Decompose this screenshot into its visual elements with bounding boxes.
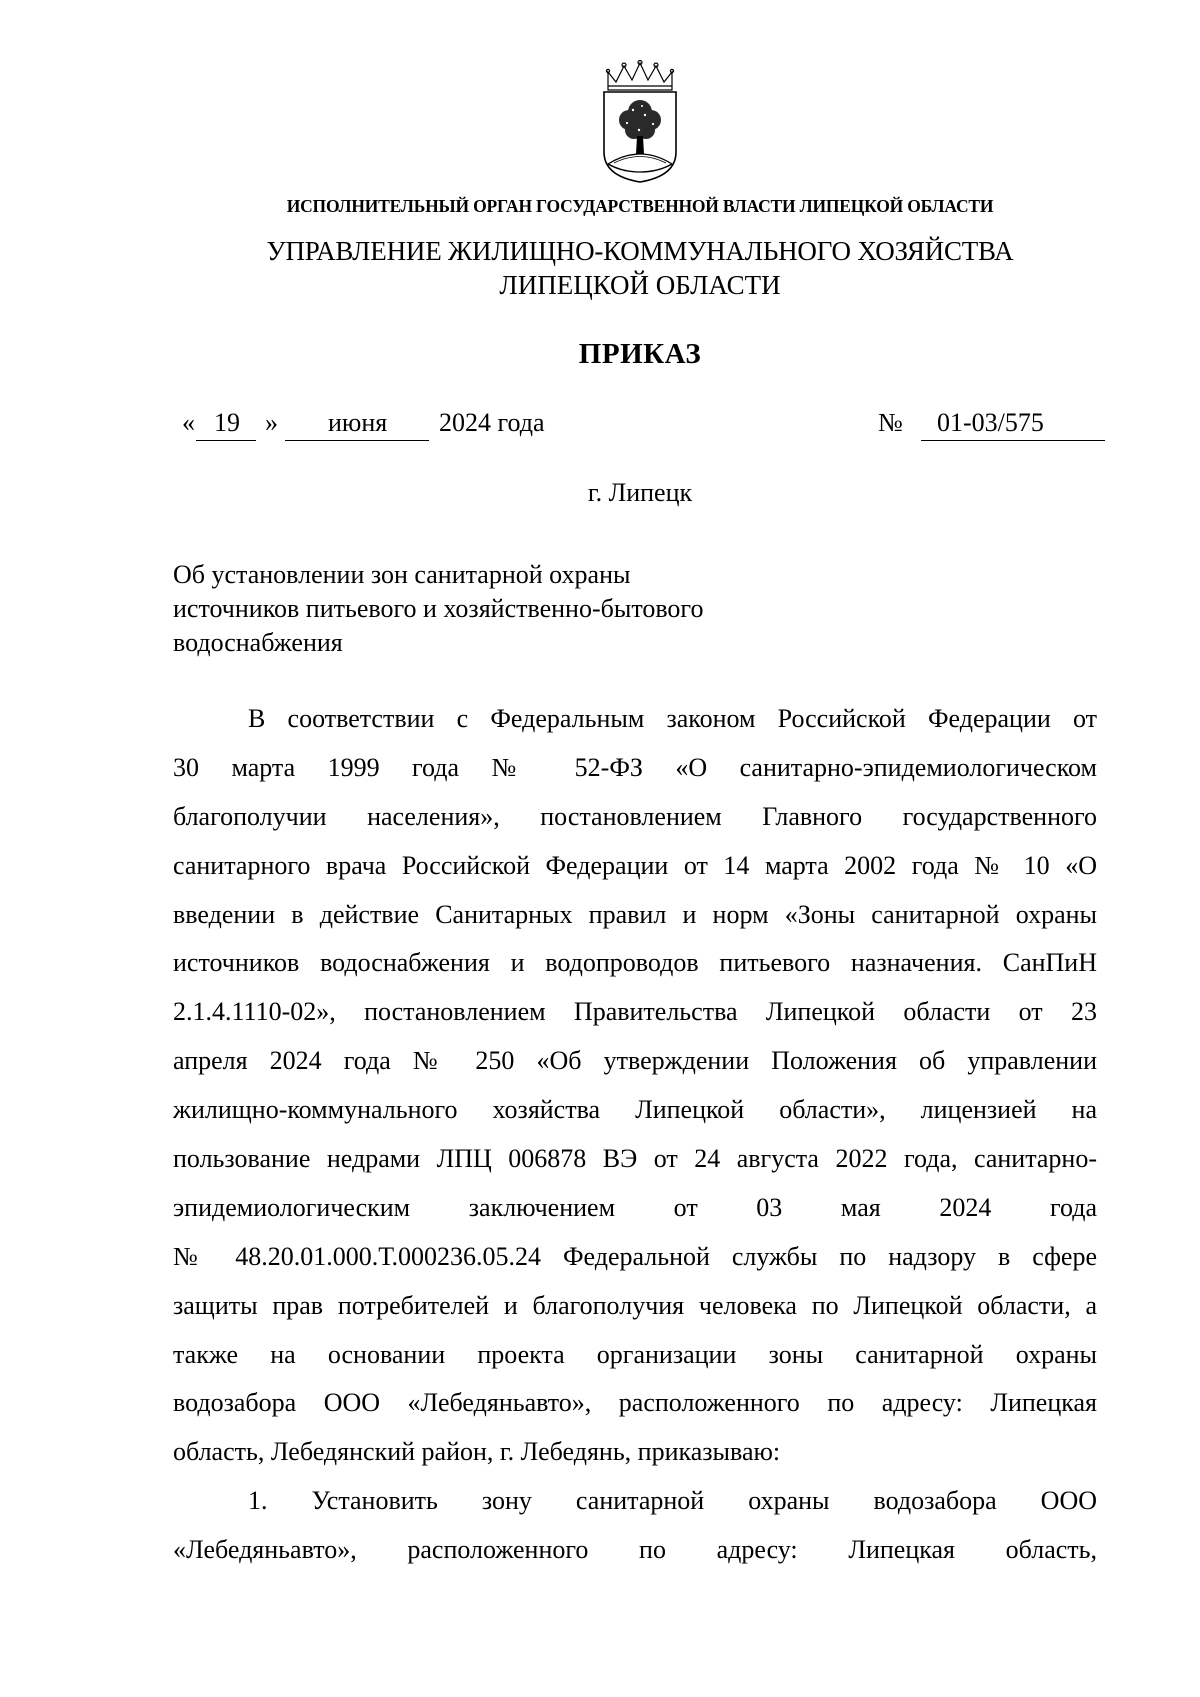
body-line: № 48.20.01.000.Т.000236.05.24 Федеральной службы по надзору в сфере (173, 1241, 1097, 1271)
body-line: также на основании проекта организации зоны санитарной охраны (173, 1339, 1097, 1369)
body-line: эпидемиологическим заключением от 03 мая 2024 года (173, 1192, 1097, 1222)
executive-body-title: ИСПОЛНИТЕЛЬНЫЙ ОРГАН ГОСУДАРСТВЕННОЙ ВЛАСТИ ЛИПЕЦКОЙ ОБЛАСТИ (286, 196, 994, 216)
body-line: В соответствии с Федеральным законом Российской Федерации от (248, 704, 1097, 733)
body-line: пользование недрами ЛПЦ 006878 ВЭ от 24 августа 2022 года, санитарно- (173, 1144, 1097, 1174)
subject-line: источников питьевого и хозяйственно-бытового (173, 594, 704, 623)
date-day: 19 (214, 408, 240, 437)
department-title-line-1: УПРАВЛЕНИЕ ЖИЛИЩНО-КОММУНАЛЬНОГО ХОЗЯЙСТВА (266, 236, 1014, 266)
subject-line: водоснабжения (173, 628, 343, 657)
body-line: введении в действие Санитарных правил и норм «Зоны санитарной охраны (173, 899, 1097, 929)
body-line: жилищно-коммунального хозяйства Липецкой области», лицензией на (173, 1095, 1097, 1125)
document-type-title: ПРИКАЗ (578, 338, 702, 370)
body-line: санитарного врача Российской Федерации от 14 марта 2002 года № 10 «О (173, 850, 1097, 880)
lipetsk-coat-of-arms-icon (598, 60, 682, 184)
document-subject (173, 558, 793, 660)
subject-line: Об установлении зон санитарной охраны (173, 560, 631, 589)
date-year: 2024 года (439, 408, 545, 437)
date-open-quote: « (182, 408, 195, 437)
date-month: июня (328, 408, 388, 437)
document-number: 01-03/575 (937, 408, 1044, 437)
body-line: 2.1.4.1110-02», постановлением Правительства Липецкой области от 23 (173, 997, 1097, 1027)
body-line: благополучии населения», постановлением Главного государственного (173, 801, 1097, 831)
number-sign: № (878, 408, 903, 437)
body-line: апреля 2024 года № 250 «Об утверждении Положения об управлении (173, 1046, 1097, 1076)
body-line: водозабора ООО «Лебедяньавто», расположенного по адресу: Липецкая (173, 1388, 1097, 1418)
document-body (173, 703, 1097, 1583)
department-title-line-2: ЛИПЕЦКОЙ ОБЛАСТИ (499, 270, 781, 300)
document-number-underline (921, 440, 1105, 441)
city: г. Липецк (587, 478, 693, 507)
body-line: область, Лебедянский район, г. Лебедянь, приказываю: (173, 1437, 781, 1467)
date-close-quote: » (265, 408, 278, 437)
date-day-underline (196, 440, 256, 441)
body-line: 30 марта 1999 года № 52-ФЗ «О санитарно-эпидемиологическом (173, 752, 1097, 782)
body-line: 1. Установить зону санитарной охраны водозабора ООО (248, 1486, 1097, 1516)
body-line: защиты прав потребителей и благополучия человека по Липецкой области, а (173, 1290, 1097, 1320)
body-line: источников водоснабжения и водопроводов питьевого назначения. СанПиН (173, 948, 1097, 978)
date-month-underline (285, 440, 429, 441)
body-line: «Лебедяньавто», расположенного по адресу: Липецкая область, (173, 1535, 1097, 1565)
